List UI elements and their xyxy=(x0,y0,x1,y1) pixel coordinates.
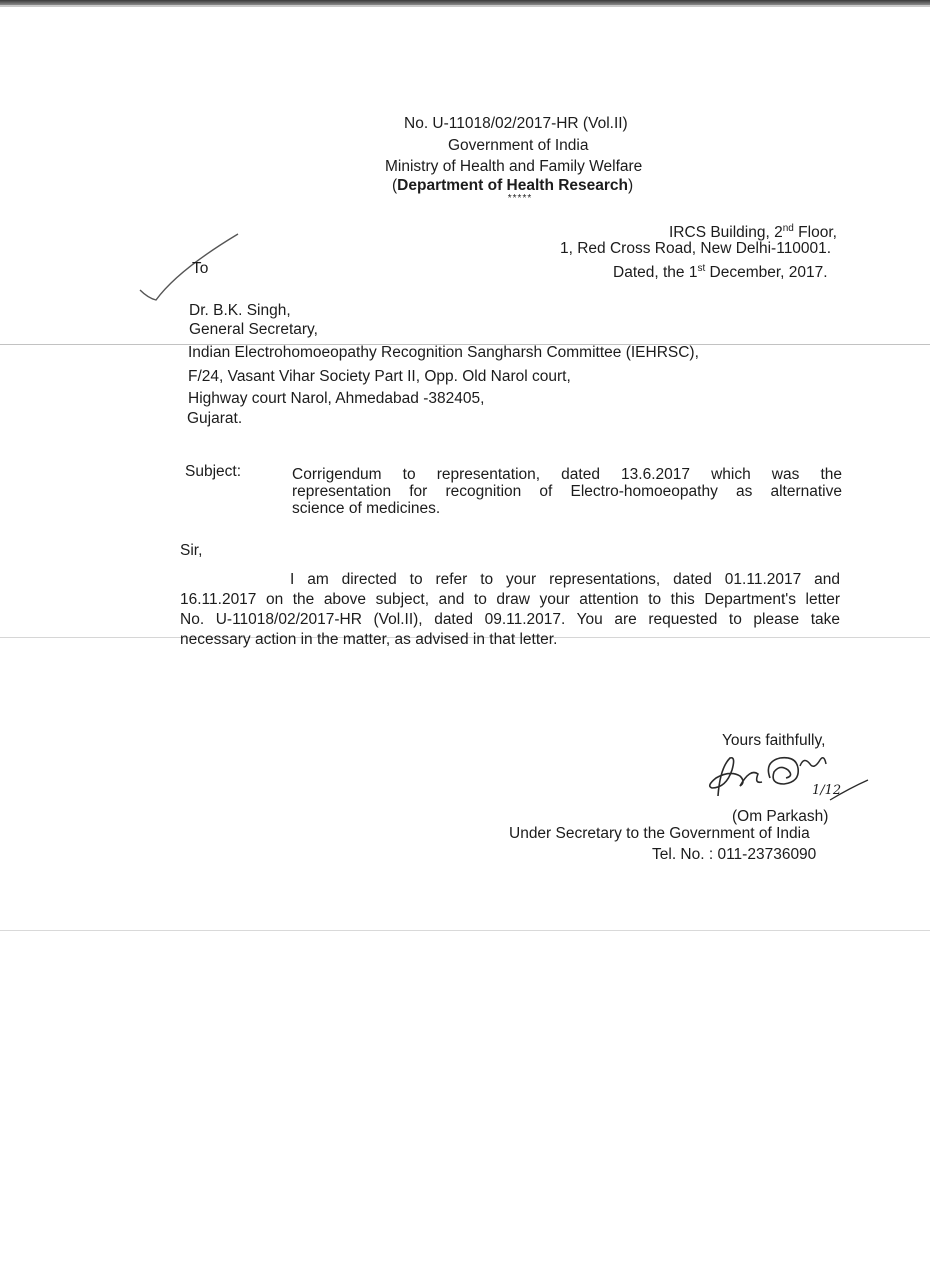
scan-edge-shadow xyxy=(0,5,930,7)
body-line3: No. U-11018/02/2017-HR (Vol.II), dated 09.11.2017. You are requested to please take xyxy=(180,611,840,628)
subject-line1: Corrigendum to representation, dated 13.6.2017 which was the xyxy=(292,466,842,483)
sender-address-line1: IRCS Building, 2nd Floor, xyxy=(669,223,837,242)
signature-icon xyxy=(700,748,870,808)
government-name: Government of India xyxy=(448,137,589,154)
sender-address-line2: 1, Red Cross Road, New Delhi-110001. xyxy=(560,240,832,257)
valediction: Yours faithfully, xyxy=(722,732,826,749)
recipient-designation: General Secretary, xyxy=(189,321,318,338)
recipient-state: Gujarat. xyxy=(187,410,243,427)
subject-line3: science of medicines. xyxy=(292,500,441,517)
department-bold: Department of Health Research xyxy=(397,177,629,194)
subject-text xyxy=(292,466,842,517)
scan-fold-line xyxy=(0,930,930,931)
body-text xyxy=(180,570,840,650)
signature-date: 1/12 xyxy=(812,783,842,798)
body-line2: 16.11.2017 on the above subject, and to draw your attention to this Department's letter xyxy=(180,591,840,608)
body-line1: I am directed to refer to your representations, dated 01.11.2017 and xyxy=(290,571,840,588)
recipient-name: Dr. B.K. Singh, xyxy=(189,302,291,319)
recipient-address-line1: F/24, Vasant Vihar Society Part II, Opp. Old Narol court, xyxy=(188,368,571,385)
ministry-name: Ministry of Health and Family Welfare xyxy=(385,158,643,175)
recipient-address-line2: Highway court Narol, Ahmedabad -382405, xyxy=(188,390,485,407)
subject-label: Subject: xyxy=(185,463,242,480)
department-name: (Department of Health Research) xyxy=(392,177,634,194)
letter-date: Dated, the 1st December, 2017. xyxy=(613,263,828,282)
recipient-organisation: Indian Electrohomoeopathy Recognition Sangharsh Committee (IEHRSC), xyxy=(188,344,699,361)
to-label: To xyxy=(192,260,209,277)
body-line4: necessary action in the matter, as advised in that letter. xyxy=(180,631,558,648)
signatory-designation: Under Secretary to the Government of India xyxy=(509,825,810,842)
file-number: No. U-11018/02/2017-HR (Vol.II) xyxy=(404,115,628,132)
subject-line2: representation for recognition of Electro-homoeopathy as alternative xyxy=(292,483,842,500)
salutation: Sir, xyxy=(180,542,203,559)
signatory-name: (Om Parkash) xyxy=(732,808,829,825)
header-stars: ***** xyxy=(507,193,533,204)
signatory-tel: Tel. No. : 011-23736090 xyxy=(652,846,817,863)
